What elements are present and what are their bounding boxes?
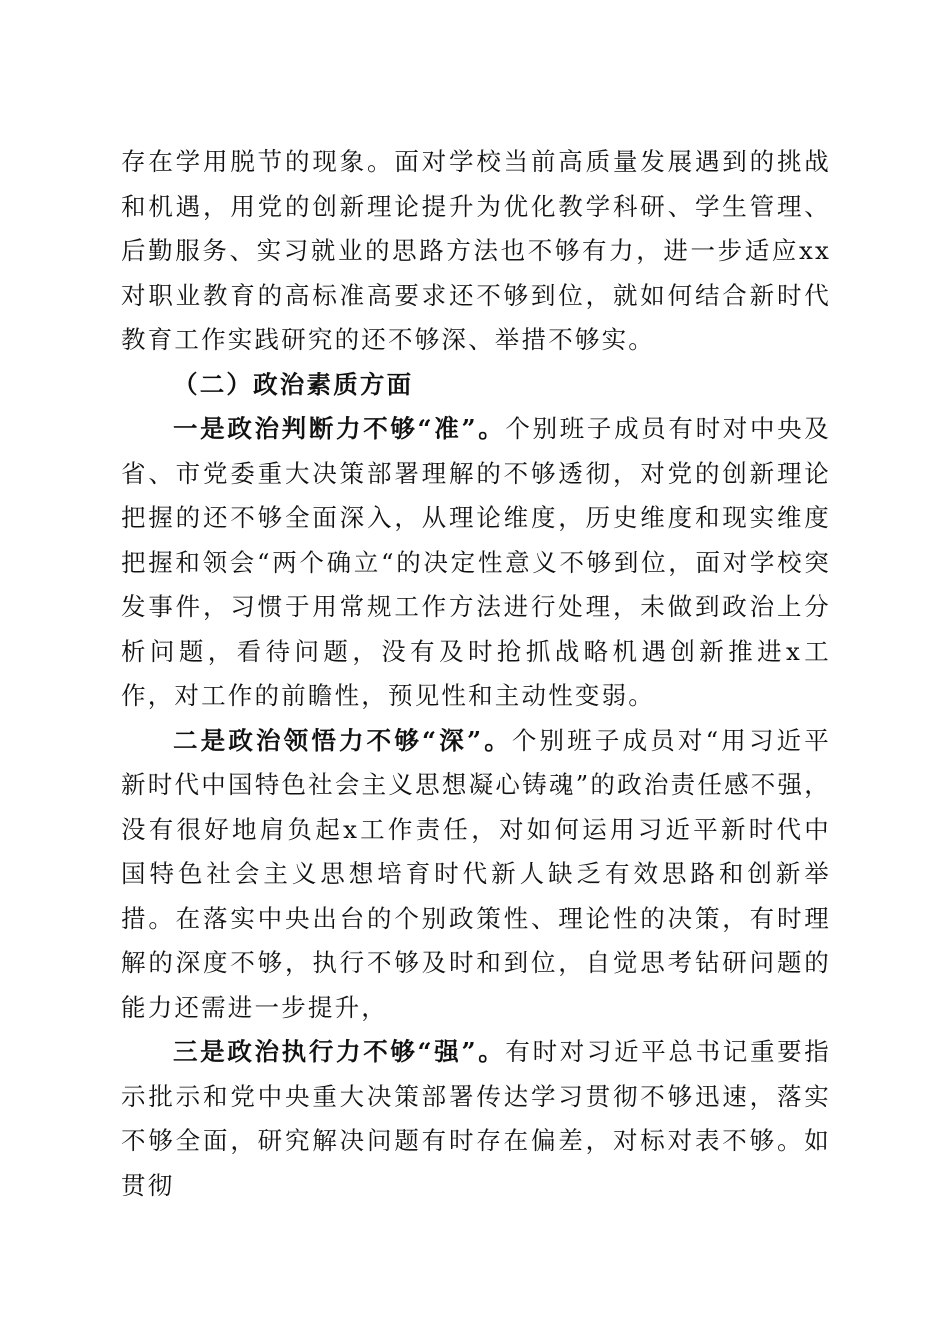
paragraph-body: 个别班子成员对“用习近平新时代中国特色社会主义思想凝心铸魂”的政治责任感不强，没有很好地肩负起x工作责任，对如何运用习近平新时代中国特色社会主义思想培育时代新人缺乏有效思路和创新举措。在落实中央出台的个别政策性、理论性的决策，有时理解的深度不够，执行不够及时和到位，自觉思考钻研问题的能力还需进一步提升， bbox=[121, 725, 831, 1022]
paragraph-lead: 三是政治执行力不够“强”。 bbox=[173, 1037, 506, 1066]
paragraph-body: 个别班子成员有时对中央及省、市党委重大决策部署理解的不够透彻，对党的创新理论把握的还不够全面深入，从理论维度，历史维度和现实维度把握和领会“两个确立“的决定性意义不够到位，面对学校突发事件，习惯于用常规工作方法进行处理，未做到政治上分析问题，看待问题，没有及时抢抓战略机遇创新推进x工作，对工作的前瞻性，预见性和主动性变弱。 bbox=[121, 414, 831, 710]
paragraph-political-comprehension bbox=[121, 719, 831, 1031]
section-heading: （二）政治素质方面 bbox=[173, 369, 414, 399]
paragraph-lead: 一是政治判断力不够“准”。 bbox=[173, 414, 506, 443]
paragraph-political-judgment bbox=[121, 407, 831, 719]
paragraph-political-execution bbox=[121, 1030, 831, 1208]
paragraph-lead: 二是政治领悟力不够“深”。 bbox=[173, 725, 512, 755]
document-body bbox=[121, 140, 831, 1208]
paragraph-body: 有时对习近平总书记重要指示批示和党中央重大决策部署传达学习贯彻不够迅速，落实不够全面，研究解决问题有时存在偏差，对标对表不够。如贯彻 bbox=[121, 1037, 831, 1200]
intro-paragraph: 存在学用脱节的现象。面对学校当前高质量发展遇到的挑战和机遇，用党的创新理论提升为优化教学科研、学生管理、后勤服务、实习就业的思路方法也不够有力，进一步适应xx对职业教育的高标准高要求还不够到位，就如何结合新时代教育工作实践研究的还不够深、举措不够实。 bbox=[121, 147, 831, 354]
